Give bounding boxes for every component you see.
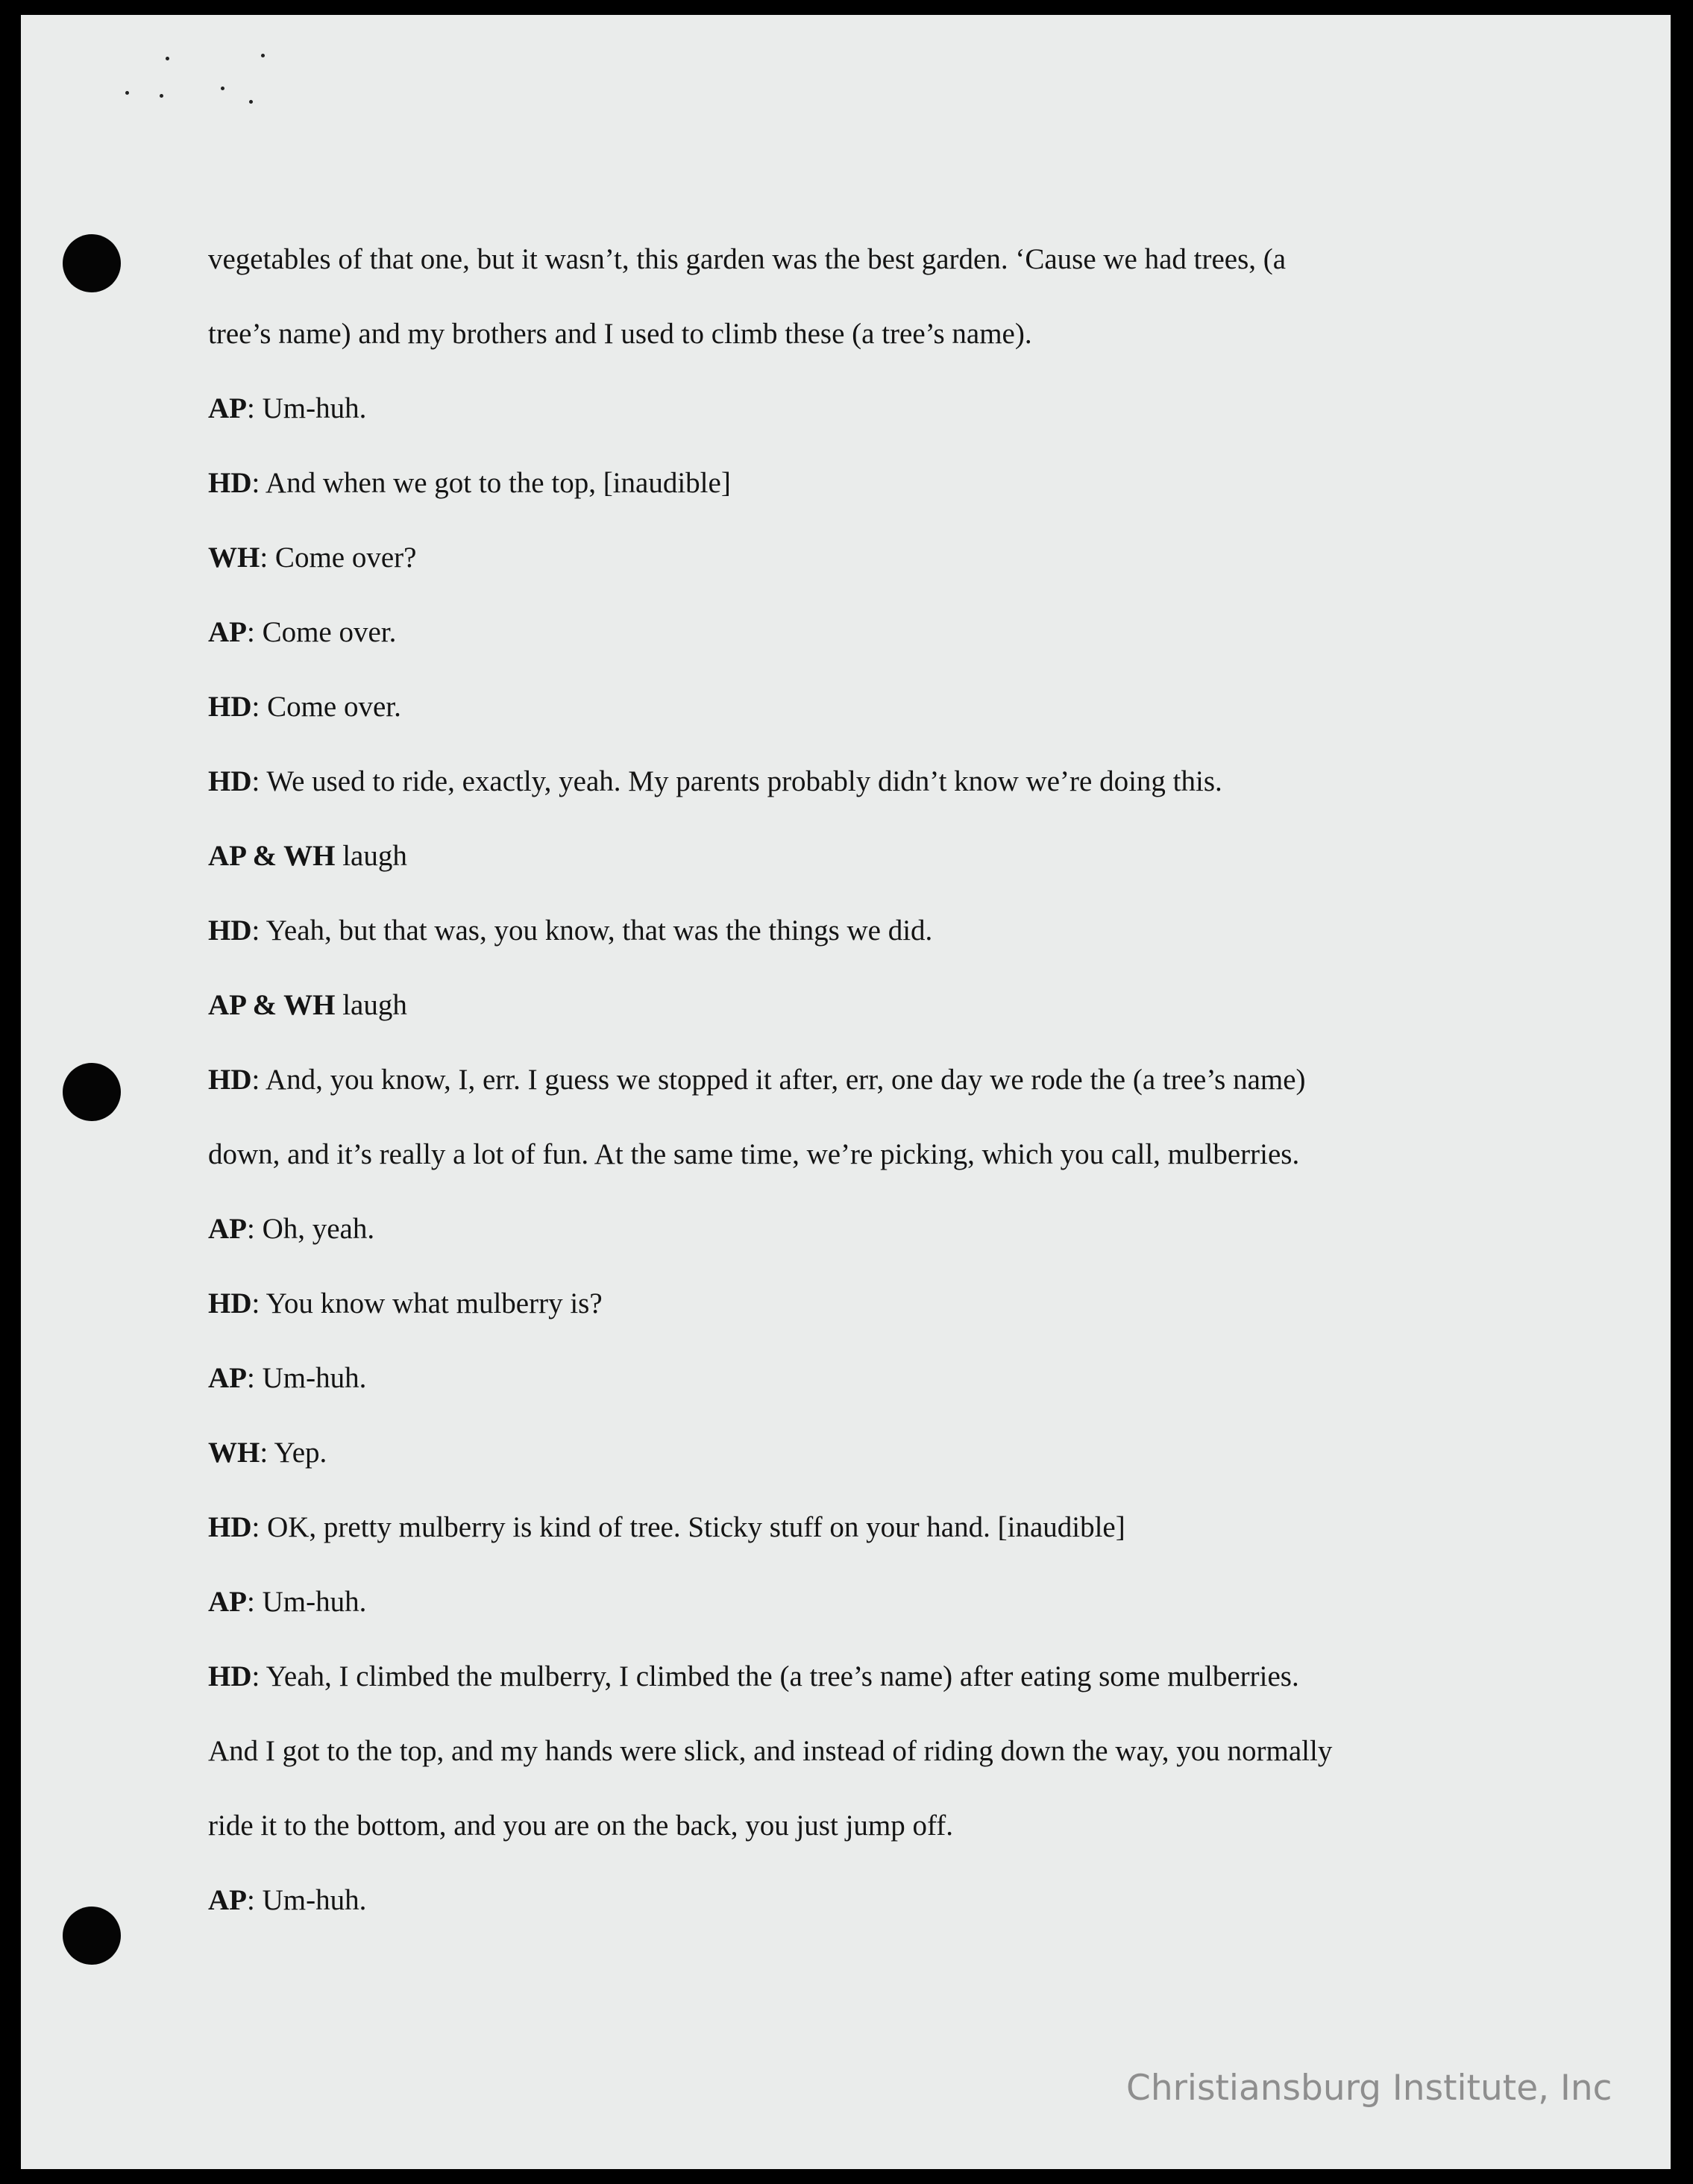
transcript-line [208,1863,1506,1938]
transcript-line [208,297,1506,371]
transcript-line [208,1789,1506,1863]
transcript-line [208,744,1506,819]
speaker-label: AP [208,1362,247,1394]
speck-mark [125,91,129,95]
speaker-label: HD [208,1511,252,1543]
speck-mark [166,57,169,60]
speaker-label: AP [208,1213,247,1245]
transcript-line [208,222,1506,297]
punch-hole-middle [63,1063,121,1121]
line-text: : Come over? [260,542,417,574]
line-text: laugh [335,989,407,1021]
line-text: : Yep. [260,1437,327,1469]
speaker-label: HD [208,1660,252,1692]
line-text: : Come over. [251,691,401,723]
line-text: : Um-huh. [247,1362,367,1394]
line-text: : Um-huh. [247,1884,367,1916]
speaker-label: HD [208,467,252,499]
transcript-line [208,1043,1506,1117]
transcript-line [208,371,1506,446]
transcript-line [208,670,1506,744]
speaker-label: WH [208,542,260,574]
transcript-line [208,1416,1506,1490]
speck-mark [249,100,253,104]
speaker-label: AP [208,392,247,424]
line-text: : Um-huh. [247,392,367,424]
line-text: : Yeah, I climbed the mulberry, I climbed the (a tree’s name) after eating some mulberries. [251,1660,1299,1692]
speaker-label: AP & WH [208,989,336,1021]
line-text: : OK, pretty mulberry is kind of tree. Sticky stuff on your hand. [inaudible] [251,1511,1125,1543]
transcript-line [208,1565,1506,1639]
transcript-line [208,968,1506,1043]
transcript-line [208,894,1506,968]
speaker-label: HD [208,765,252,797]
punch-hole-bottom [63,1907,121,1965]
transcript-line [208,446,1506,521]
transcript-line [208,1192,1506,1267]
transcript-line [208,1490,1506,1565]
transcript-line [208,1639,1506,1714]
transcript-line [208,1341,1506,1416]
speaker-label: AP [208,616,247,648]
line-text: : And, you know, I, err. I guess we stopped it after, err, one day we rode the (a tree’s name) [251,1064,1306,1096]
line-text: down, and it’s really a lot of fun. At the same time, we’re picking, which you call, mulberries. [208,1138,1300,1170]
punch-hole-top [63,234,121,292]
line-text: vegetables of that one, but it wasn’t, this garden was the best garden. ‘Cause we had trees, (a [208,243,1287,275]
speaker-label: AP & WH [208,840,336,872]
transcript-line [208,1267,1506,1341]
speck-mark [261,54,265,57]
speaker-label: HD [208,691,252,723]
line-text: tree’s name) and my brothers and I used to climb these (a tree’s name). [208,318,1032,350]
line-text: ride it to the bottom, and you are on the back, you just jump off. [208,1810,954,1842]
speck-mark [221,87,224,90]
paper-page [21,15,1671,2169]
speaker-label: AP [208,1884,247,1916]
speaker-label: HD [208,1064,252,1096]
speaker-label: HD [208,914,252,947]
line-text: laugh [335,840,407,872]
line-text: : And when we got to the top, [inaudible] [251,467,731,499]
speaker-label: WH [208,1437,260,1469]
speaker-label: AP [208,1586,247,1618]
watermark: Christiansburg Institute, Inc [1126,2068,1612,2109]
speaker-label: HD [208,1287,252,1320]
transcript-line [208,819,1506,894]
line-text: And I got to the top, and my hands were slick, and instead of riding down the way, you normally [208,1735,1333,1767]
line-text: : Come over. [247,616,397,648]
transcript-line [208,521,1506,595]
speck-mark [160,94,163,98]
transcript-line [208,1117,1506,1192]
transcript-body [208,222,1506,1938]
transcript-line [208,1714,1506,1789]
line-text: : Yeah, but that was, you know, that was the things we did. [251,914,933,947]
line-text: : Um-huh. [247,1586,367,1618]
line-text: : You know what mulberry is? [251,1287,603,1320]
line-text: : Oh, yeah. [247,1213,375,1245]
line-text: : We used to ride, exactly, yeah. My parents probably didn’t know we’re doing this. [251,765,1222,797]
transcript-line [208,595,1506,670]
